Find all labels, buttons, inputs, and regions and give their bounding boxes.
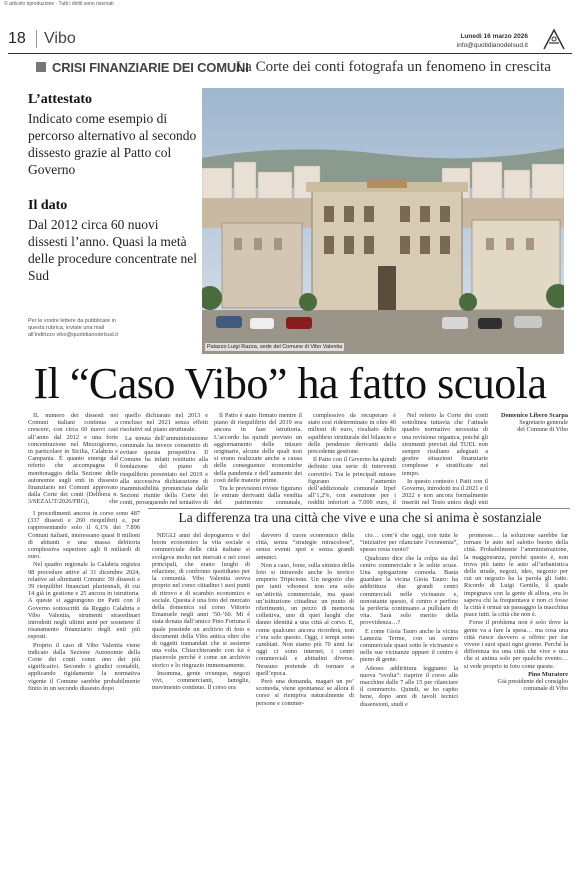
letter-paragraph: Non a caso, forse, sulla sinistra della foto si intravede anche lo storico emporio Tripicione. Un negozio che per tanti vibonesi non era solo un’attività commerciale, ma quasi un’istituzione cittadina: un punto di riferimento, un pezzo di memoria collettiva, uno di quei luoghi che danno identità a una città al corso. E, come qualcuno ancora ricorderà, non c’era solo questo. Oggi, i tempi sono cambiati. Non siamo più 70 anni fa: oggi ci sono internet, i centri commerciali e abitudini diverse. Nessuno pretende di tornare a quell’epoca. — [256, 561, 354, 677]
letter-signature-role: Già presidente del consiglio — [497, 678, 568, 686]
article-paragraph: La tenuta dell’amministrazione comunale ha invece consentito di evitare questa prospettiva. Il Comune ha infatti restituito alla fondazione del piano di riequilibrio presentato nel 2019 e alla successiva dichiarazione di inammissibilità pronunciata dalle Sezioni riunite della Corte dei conti, proseguendo nel tentativo di — [120, 434, 208, 505]
top-strip: © articolo riproduzione · Tutti i diritti sono riservati — [4, 1, 114, 7]
letter-col-4 — [464, 532, 568, 868]
header-divider — [36, 30, 37, 48]
letter-paragraph: NEGLI anni del dopoguerra e del boom economico la vita sociale e commerciale delle città italiane si svolgeva molto nei mercati e nei corsi principali, che erano luoghi di relazione, di confronto quotidiano per la comunità. Vibo Valentia aveva proprio nel corso cittadino i suoi punti di ritrovo e di scambio economico e sociale. Questa è una foto del mercato della domenica sul corso Vittorio Emanuele negli anni ’50-’60. Mi è stata donata dall’amico Pino Fortuna il quale possiede un archivio di foto e documenti della Vibo antica oltre che di oggetti tramandati che si assieme una volta. Chiacchierando con lui è piacevole perché è come un archivio storico e lo ringrazio immensamente. — [152, 532, 250, 669]
letters-note: Per le vostre lettere da pubblicare in questa rubrica, inviate una mail all’indirizzo vibo@quotidianodelsud.it — [28, 318, 118, 338]
header-date — [457, 32, 528, 50]
letter-col-3 — [360, 532, 458, 868]
letter-signature-role: comunale di Vibo — [523, 685, 568, 693]
rubric-subtitle: La Corte dei conti fotografa un fenomeno in crescita — [236, 59, 551, 75]
article-col-4 — [308, 412, 396, 505]
letter-paragraph: Però una domanda, magari un po’ scomoda, viene spontanea: se allora il corso si riempiva naturalmente di persone e commer- — [256, 678, 354, 707]
letter-paragraph: promesse… la soluzione sarebbe far tornare le auto nel salotto buono della città. Probabilmente l’amministrazione, la maggioranza, perché questo è, non trova più tanto le auto all’urbanistica delle strade, negozi, idee, negozio per cui un negozio ha la parola gli fatto. Ricordo di Luigi Gentile, il quale impegnava con la gente di allora, era lo sapeva chi la frequentava e non ci fosse la città è ormai un passaggio la macchina piace tutti. la città che non è. — [464, 532, 568, 619]
letter-paragraph: E come Gioia Tauro anche la vicina Lamezia Terme, con un centro commerciale quasi sotto le vicinanze e nelle sue vicinanze oppure il centro è pieno di gente. — [360, 627, 458, 664]
article-paragraph: complessivo da recuperare è stato così rideterminato in oltre 40 milioni di euro, risultato dello squilibrio strutturale del bilancio e delle pendenze derivanti dalla precedente gestione. — [308, 412, 396, 456]
letter-col-2 — [256, 532, 354, 868]
signature-role: del Comune di Vibo — [517, 426, 568, 434]
letter-paragraph: Adesso addirittura leggiamo la nuova “svolta”: riaprire il corso alle macchine dalle 7 alle 15 per rilanciare il commercio. Quindi, se ho capito bene, dopo anni di tavoli tecnici dissensioni, studi e — [360, 664, 458, 708]
letter-paragraph: davvero il cuore economico della città, senza “strategie miracolose”, senza eventi spot e senza grandi annunci. — [256, 532, 354, 561]
article-paragraph: quello dichiarato nel 2013 e concluso nel 2021 senza effetti risolutivi sul piano strutturale. — [120, 412, 208, 434]
sidebar-text-2: Dal 2012 circa 60 nuovi dissesti l’anno. Quasi la metà delle procedure concentrate nel Sud — [28, 217, 198, 283]
signature-name: Domenico Libero Scarpa — [500, 412, 568, 419]
rubric-square-icon — [36, 62, 46, 72]
town-hall-photo — [202, 88, 564, 354]
letter-col-1 — [152, 532, 250, 868]
headline: Il “Caso Vibo” ha fatto scuola — [33, 359, 547, 408]
article-signature — [494, 412, 568, 505]
letter-paragraph: Qualcuno dice che la colpa sia del centro commerciale e le solite scuse. Una spiegazione comoda. Basta guardare la vicina Gioia Tauro: ha addirittura due grandi centri commerciali nelle vicinanze e, nonostante questo, il centro e perfino la periferia continuano a pullulare di vita. Sarà solo merito della provvidenza…? — [360, 554, 458, 627]
article-continuation — [28, 510, 140, 868]
sidebar-text-1: Indicato come esempio di percorso alternativo al secondo dissesto grazie al Patto col Governo — [28, 111, 197, 177]
article-col-2 — [120, 412, 208, 505]
article-paragraph: Proprio il caso di Vibo Valentia viene indicato dalla Sezione Autonomie della Corte dei conti come uno dei più significativi. Secondo i giudici contabili, applicando rigidamente la normativa vigente il Comune sarebbe probabilmente finito in un secondo dissesto dopo — [28, 641, 140, 692]
article-paragraph: Tra le previsioni riviste figurano le entrate derivanti dalla vendita del patrimonio comunale, — [214, 485, 302, 505]
signature-role: Segretario generale — [519, 419, 568, 427]
issue-date: Lunedì 16 marzo 2026 — [460, 33, 528, 40]
newspaper-logo-icon — [542, 28, 566, 50]
article-paragraph: In questo contesto i Patti con il Governo, introdotti tra il 2021 e il 2022 e non ancora formalmente inseriti nel Testo unico degli enti — [402, 477, 488, 505]
article-paragraph: Il Patto con il Governo ha quindi definito una serie di interventi correttivi. Tra le principali misure figurano l’aumento dell’addizionale comunale Irpef all’1,2%, con esenzione per i redditi inferiori a 7.000 euro, il — [308, 456, 396, 505]
header-email: info@quotidianodelsud.it — [456, 42, 528, 49]
article-paragraph: I procedimenti ancora in corso sono 487 (337 dissesti e 260 riequilibri) e, pur rappresentando solo il 6,1% dei 7.896 Comuni italiani, interessano quasi 8 milioni di abitanti e una massa debitoria complessiva superiore agli 8 miliardi di euro. — [28, 510, 140, 561]
letter-title: La differenza tra una città che vive e una che si anima è sostanziale — [178, 510, 542, 525]
header-rule — [8, 53, 572, 54]
page-number: 18 — [8, 30, 26, 47]
rubric-label: CRISI FINANZIARIE DEI COMUNI — [52, 60, 249, 75]
letter-paragraph: cio… com’è che oggi, con tutte le “iniziative per rilanciare l’economia”, spesso resta vuoto? — [360, 532, 458, 554]
letter-signature-name: Pino Muratore — [528, 670, 568, 678]
sidebar-heading-2: Il dato — [28, 198, 68, 213]
article-paragraph: IL numero dei dissesti nei Comuni italiani continua a crescere, con circa 60 nuovi casi all’anno dal 2012 e una forte concentrazione nel Mezzogiorno, in particolare in Sicilia, Calabria e Campania. È quanto emerge dal referto che accompagna il monitoraggio della Sezione delle autonomie sugli enti in dissesto finanziario nei Comuni approvato dalla Corte dei conti (Delibera n. 3/SEZAUT/2026/FRG), che — [28, 412, 118, 505]
article-col-1 — [28, 412, 118, 505]
article-paragraph: Il Patto è stato firmato mentre il piano di riequilibrio del 2019 era ancora in fase istruttoria. L’accordo ha quindi previsto un aggiornamento delle misure originarie, alcune delle quali non si erano realizzate anche a causa delle conseguenze economiche della pandemia e dell’aumento dei costi delle materie prime. — [214, 412, 302, 484]
letter-body — [152, 532, 568, 868]
photo-caption: Palazzo Luigi Razza, sede del Comune di Vibo Valentia — [207, 344, 343, 350]
article-col-3 — [214, 412, 302, 505]
article-paragraph: Nel quadro regionale la Calabria registra 98 procedure attive al 31 dicembre 2024, relative ad altrettanti Comuni: 59 dissesti e 39 riequilibri finanziari pluriennali, di cui 14 già in gestione e 25 ancora in istruttoria. A queste si aggiungono tre Patti con il Governo sottoscritti da Reggio Calabria e Vibo Valentia, strumenti straordinari introdotti negli ultimi anni per sostenere il risanamento finanziario degli enti più esposti. — [28, 561, 140, 641]
article-col-5 — [402, 412, 488, 505]
letter-paragraph: Insomma, gente ovunque, negozi vivi, commercianti, famiglie, movimento continuo. Il corso era — [152, 669, 250, 692]
sidebar-heading-1: L’attestato — [28, 92, 93, 107]
article-paragraph: Nel referto la Corte dei conti sottolinea tuttavia che l’attuale quadro normativo necessita di una revisione organica, poiché gli strumenti previsti dal TUEL non sempre risultano adeguati a gestire situazioni finanziarie complesse e stratificate nel tempo. — [402, 412, 488, 477]
article-col-lower — [28, 510, 140, 868]
section-name: Vibo — [44, 30, 76, 47]
letter-paragraph: Forse il problema non è solo dove la gente va a fare la spesa… ma cosa una città riesce davvero a offrire per far vivere i suoi spazi ogni giorno. Perché la differenza tra una città che vive e una che si anima solo per qualche evento… si vede proprio in foto come queste. — [464, 619, 568, 670]
